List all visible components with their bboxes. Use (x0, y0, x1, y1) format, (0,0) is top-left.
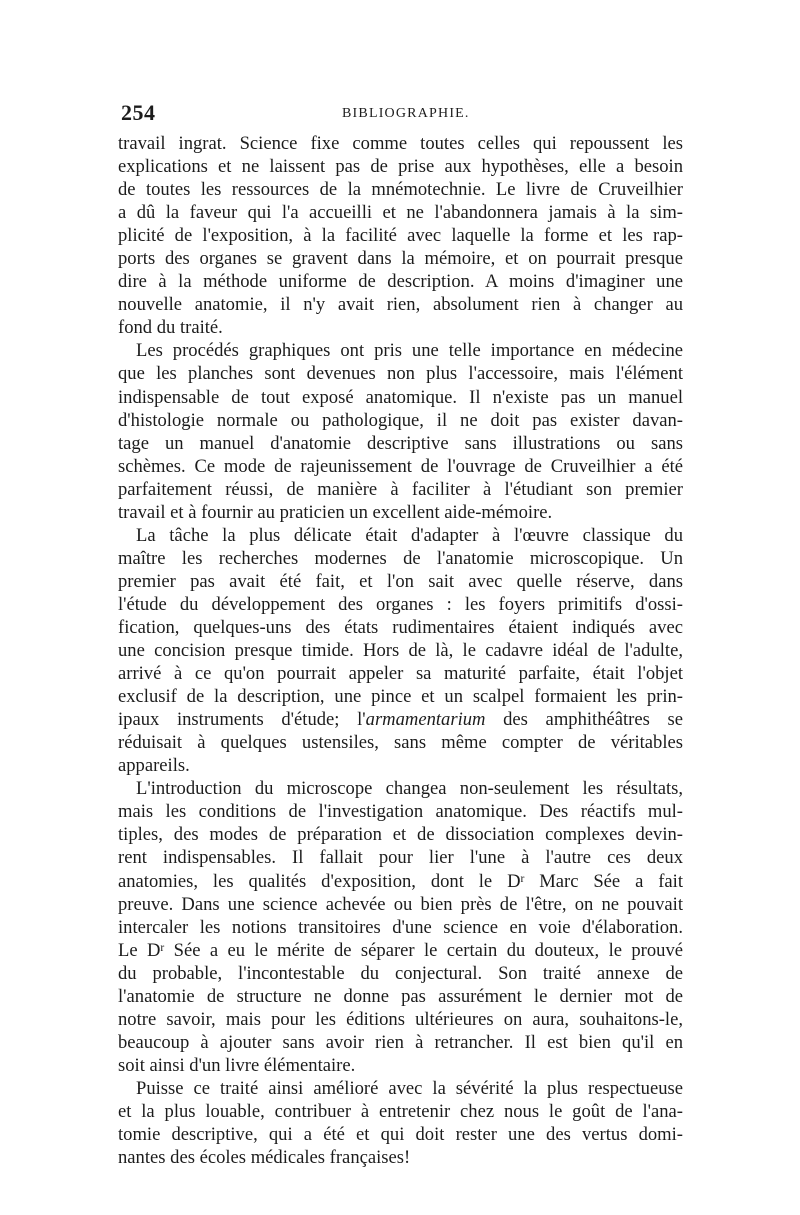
text-line: fond du traité. (118, 317, 223, 339)
text-line: et la plus louable, contribuer à entretenir chez nous le goût de l'ana- (118, 1100, 683, 1122)
text-line: de toutes les ressources de la mnémotechnie. Le livre de Cruveilhier (118, 179, 683, 201)
text-line: nantes des écoles médicales françaises! (118, 1147, 411, 1169)
text-line: preuve. Dans une science achevée ou bien près de l'être, on ne pouvait (118, 893, 683, 915)
text-line: Les procédés graphiques ont pris une telle importance en médecine (136, 340, 683, 362)
text-line: maître les recherches modernes de l'anatomie microscopique. Un (118, 547, 683, 569)
text-line: premier pas avait été fait, et l'on sait avec quelle réserve, dans (118, 570, 683, 592)
text-line: ports des organes se gravent dans la mémoire, et on pourrait presque (118, 248, 683, 270)
text-line: mais les conditions de l'investigation anatomique. Des réactifs mul- (118, 801, 683, 823)
text-line: travail et à fournir au praticien un excellent aide-mémoire. (118, 501, 553, 523)
paragraph (118, 339, 683, 523)
text-line: parfaitement réussi, de manière à faciliter à l'étudiant son premier (118, 478, 683, 500)
text-line: arrivé à ce qu'on pourrait appeler sa maturité parfaite, était l'objet (118, 663, 683, 685)
text-line: tiples, des modes de préparation et de dissociation complexes devin- (118, 824, 683, 846)
text-line: notre savoir, mais pour les éditions ultérieures on aura, souhaitons-le, (118, 1008, 683, 1030)
text-line: Le $D^r$ Sée a eu le mérite de séparer le certain du douteux, le prouvé (118, 939, 683, 961)
paragraph (118, 524, 683, 778)
text-line: Puisse ce traité ainsi amélioré avec la sévérité la plus respectueuse (136, 1077, 683, 1099)
running-head: BIBLIOGRAPHIE. (342, 106, 470, 121)
text-line: fication, quelques-uns des états rudimentaires étaient indiqués avec (118, 616, 683, 638)
text-line: ipaux instruments d'étude; l'armamentarium des amphithéâtres se (118, 709, 683, 731)
text-line: rent indispensables. Il fallait pour lier l'une à l'autre ces deux (118, 847, 683, 869)
text-line: soit ainsi d'un livre élémentaire. (118, 1054, 356, 1076)
text-line: La tâche la plus délicate était d'adapter à l'œuvre classique du (136, 524, 683, 546)
text-line: plicité de l'exposition, à la facilité avec laquelle la forme et les rap- (118, 225, 683, 247)
page-number: 254 (121, 100, 156, 125)
text-line: dire à la méthode uniforme de description. A moins d'imaginer une (118, 271, 683, 293)
text-line: que les planches sont devenues non plus l'accessoire, mais l'élément (118, 363, 683, 385)
text-line: indispensable de tout exposé anatomique. Il n'existe pas un manuel (118, 386, 683, 408)
text-line: beaucoup à ajouter sans avoir rien à retrancher. Il est bien qu'il en (118, 1031, 683, 1053)
text-line: une concision presque timide. Hors de là, le cadavre idéal de l'adulte, (118, 640, 683, 662)
text-line: tage un manuel d'anatomie descriptive sans illustrations ou sans (118, 432, 683, 454)
paragraph (118, 777, 683, 1077)
text-line: l'anatomie de structure ne donne pas assurément le dernier mot de (118, 985, 683, 1007)
text-line: anatomies, les qualités d'exposition, dont le $D^r$ Marc Sée a fait (118, 870, 683, 892)
body-text (118, 132, 683, 1169)
paragraph (118, 132, 683, 339)
text-line: schèmes. Ce mode de rajeunissement de l'ouvrage de Cruveilhier a été (118, 455, 683, 477)
text-line: du probable, l'incontestable du conjectural. Son traité annexe de (118, 962, 683, 984)
text-line: réduisait à quelques ustensiles, sans même compter de véritables (118, 732, 683, 754)
text-line: travail ingrat. Science fixe comme toutes celles qui repoussent les (118, 133, 683, 154)
text-line: a dû la faveur qui l'a accueilli et ne l'abandonnera jamais à la sim- (118, 202, 683, 224)
paragraph (118, 1077, 683, 1169)
text-line: exclusif de la description, une pince et un scalpel formaient les prin- (118, 686, 683, 708)
text-line: L'introduction du microscope changea non-seulement les résultats, (136, 778, 683, 800)
text-line: d'histologie normale ou pathologique, il ne doit pas exister davan- (118, 409, 683, 431)
text-line: explications et ne laissent pas de prise aux hypothèses, elle a besoin (118, 156, 683, 178)
text-line: tomie descriptive, qui a été et qui doit rester une des vertus domi- (118, 1124, 683, 1146)
text-line: nouvelle anatomie, il n'y avait rien, absolument rien à changer au (118, 294, 683, 316)
text-line: l'étude du développement des organes : les foyers primitifs d'ossi- (118, 593, 683, 615)
text-line: intercaler les notions transitoires d'une science en voie d'élaboration. (118, 916, 683, 938)
text-line: appareils. (118, 755, 190, 777)
